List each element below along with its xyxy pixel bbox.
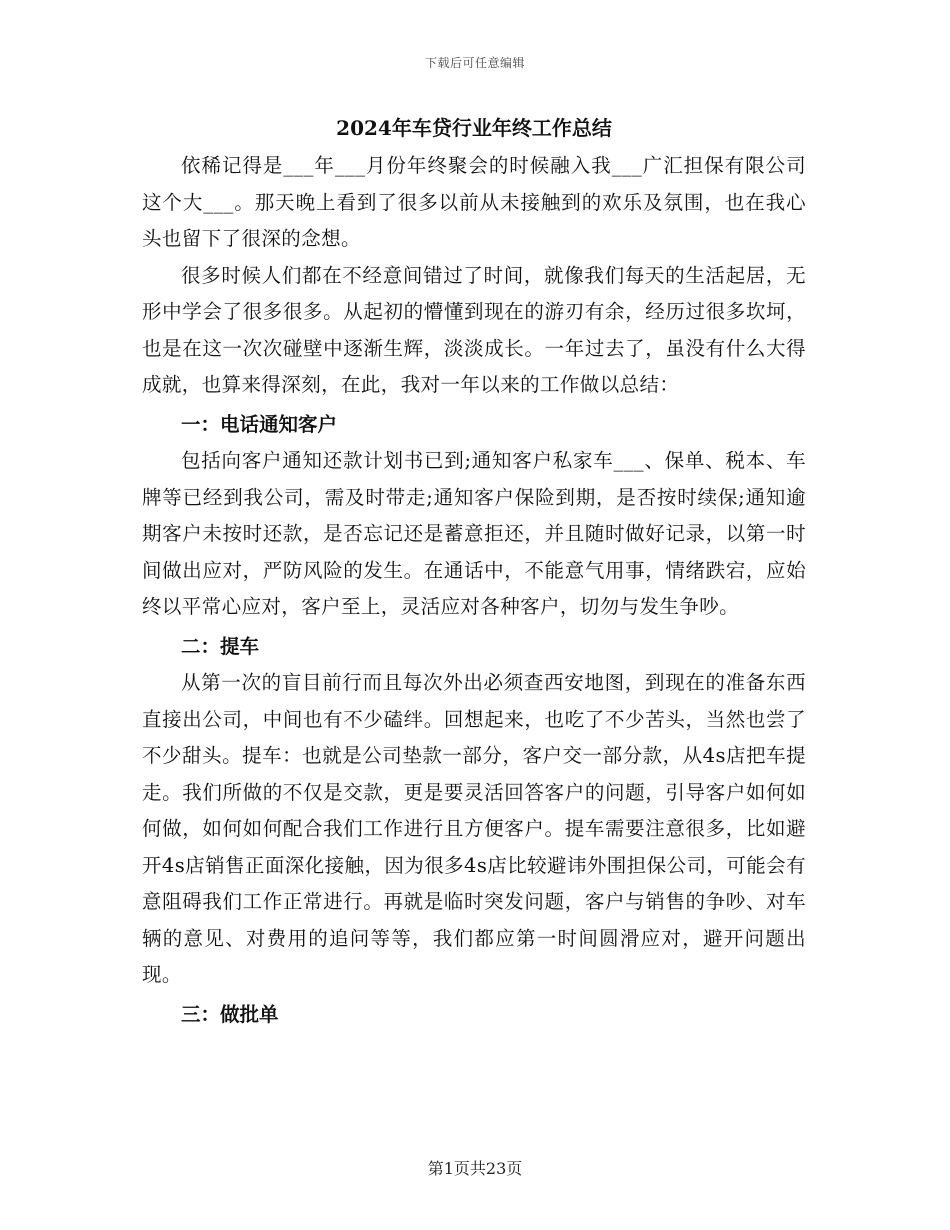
page-number: 第1页共23页 [427, 1159, 523, 1178]
intro-paragraph-2: 很多时候人们都在不经意间错过了时间，就像我们每天的生活起居，无形中学会了很多很多。从起初的懵懂到现在的游刃有余，经历过很多坎坷，也是在这一次次碰壁中逐渐生辉，淡淡成长。一年过去了，虽没有什么大得成就，也算来得深刻，在此，我对一年以来的工作做以总结： [142, 263, 806, 396]
section-heading-phone-notify: 一：电话通知客户 [181, 412, 338, 436]
section-body-phone-notify: 包括向客户通知还款计划书已到;通知客户私家车___、保单、税本、车牌等已经到我公司，需及时带走;通知客户保险到期，是否按时续保;通知逾期客户未按时还款，是否忘记还是蓄意拒还，并且随时做好记录，以第一时间做出应对，严防风险的发生。在通话中，不能意气用事，情绪跌宕，应始终以平常心应对，客户至上，灵活应对各种客户，切勿与发生争吵。 [142, 449, 806, 618]
header-note: 下载后可任意编辑 [424, 56, 525, 70]
document-body [142, 112, 806, 1033]
section-body-pickup-car: 从第一次的盲目前行而且每次外出必须查西安地图，到现在的准备东西直接出公司，中间也有不少磕绊。回想起来，也吃了不少苦头，当然也尝了不少甜头。提车：也就是公司垫款一部分，客户交一部分款，从4s店把车提走。我们所做的不仅是交款，更是要灵活回答客户的问题，引导客户如何如何做，如何如何配合我们工作进行且方便客户。提车需要注意很多，比如避开4s店销售正面深化接触，因为很多4s店比较避讳外围担保公司，可能会有意阻碍我们工作正常进行。再就是临时突发问题，客户与销售的争吵、对车辆的意见、对费用的追问等等，我们都应第一时间圆滑应对，避开问题出现。 [142, 671, 806, 986]
document-title: 2024年车贷行业年终工作总结 [336, 116, 612, 140]
section-heading-approval: 三：做批单 [181, 1002, 279, 1026]
section-heading-pickup-car: 二：提车 [181, 634, 260, 658]
intro-paragraph-1: 依稀记得是___年___月份年终聚会的时候融入我___广汇担保有限公司这个大___。那天晚上看到了很多以前从未接触到的欢乐及氛围，也在我心头也留下了很深的念想。 [142, 154, 806, 250]
